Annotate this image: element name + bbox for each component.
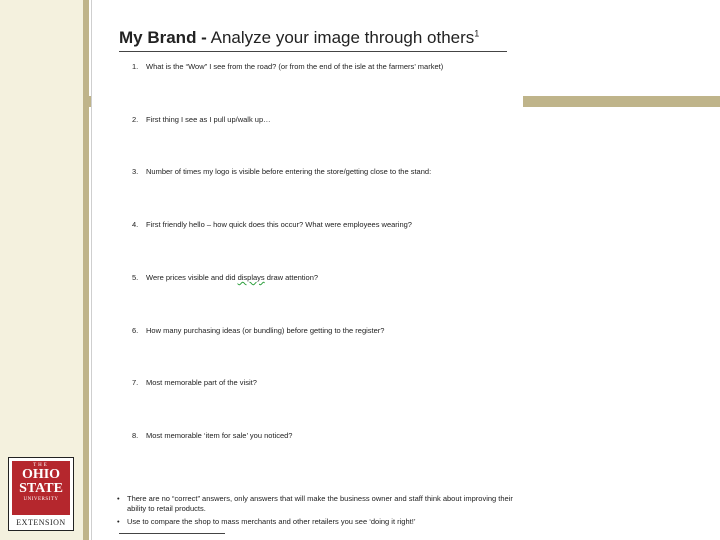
question-text-start: Were prices visible and did [146,273,238,282]
left-accent-bar [83,0,89,540]
note-item [117,494,517,514]
question-number: 2. [132,115,139,124]
bullet-icon: • [117,494,120,503]
note-text: Use to compare the shop to mass merchants and other retailers you see ‘doing it right!’ [127,517,416,526]
question-number: 8. [132,431,139,440]
document-title [119,28,479,48]
title-brand: My Brand - [119,28,207,47]
logo-line-the: THE [33,463,49,468]
question-5 [132,273,318,282]
question-1 [132,62,443,71]
accent-band-left [83,96,91,107]
question-text: What is the “Wow” I see from the road? (or from the end of the isle at the farmers’ market) [146,62,444,71]
question-8 [132,431,292,440]
question-7 [132,378,257,387]
accent-band-right [522,96,720,107]
question-number: 1. [132,62,139,71]
question-number: 3. [132,167,139,176]
question-4 [132,220,412,229]
note-text: There are no “correct” answers, only answers that will make the business owner and staff think about improving their ability to retail products. [127,494,513,513]
question-2 [132,115,271,124]
question-text: Most memorable part of the visit? [146,378,257,387]
question-number: 5. [132,273,139,282]
question-3 [132,167,431,176]
title-footnote-mark: 1 [474,28,480,39]
question-text-end: draw attention? [264,273,319,282]
logo-line-state: STATE [19,481,63,496]
question-text: Number of times my logo is visible before entering the store/getting close to the stand: [146,167,432,176]
logo-line-ohio: OHIO [21,467,61,482]
question-number: 6. [132,326,139,335]
logo-wordmark [12,461,70,515]
question-number: 4. [132,220,139,229]
logo-line-extension: EXTENSION [16,518,66,527]
question-number: 7. [132,378,139,387]
bullet-icon: • [117,517,120,526]
question-text: First thing I see as I pull up/walk up… [146,115,271,124]
question-text: How many purchasing ideas (or bundling) before getting to the register? [146,326,385,335]
question-text: Most memorable ‘item for sale’ you noticed? [146,431,293,440]
note-item [117,517,517,527]
logo-line-university: UNIVERSITY [23,497,59,502]
ohio-state-extension-logo [8,457,74,531]
spellcheck-marked-word: displays [237,273,265,282]
footnote-separator [119,533,225,534]
title-underline [119,51,507,52]
document-page [91,0,523,540]
question-6 [132,326,384,335]
question-text: First friendly hello – how quick does this occur? What were employees wearing? [146,220,412,229]
notes-list [117,494,517,530]
title-text: Analyze your image through others [206,28,475,47]
